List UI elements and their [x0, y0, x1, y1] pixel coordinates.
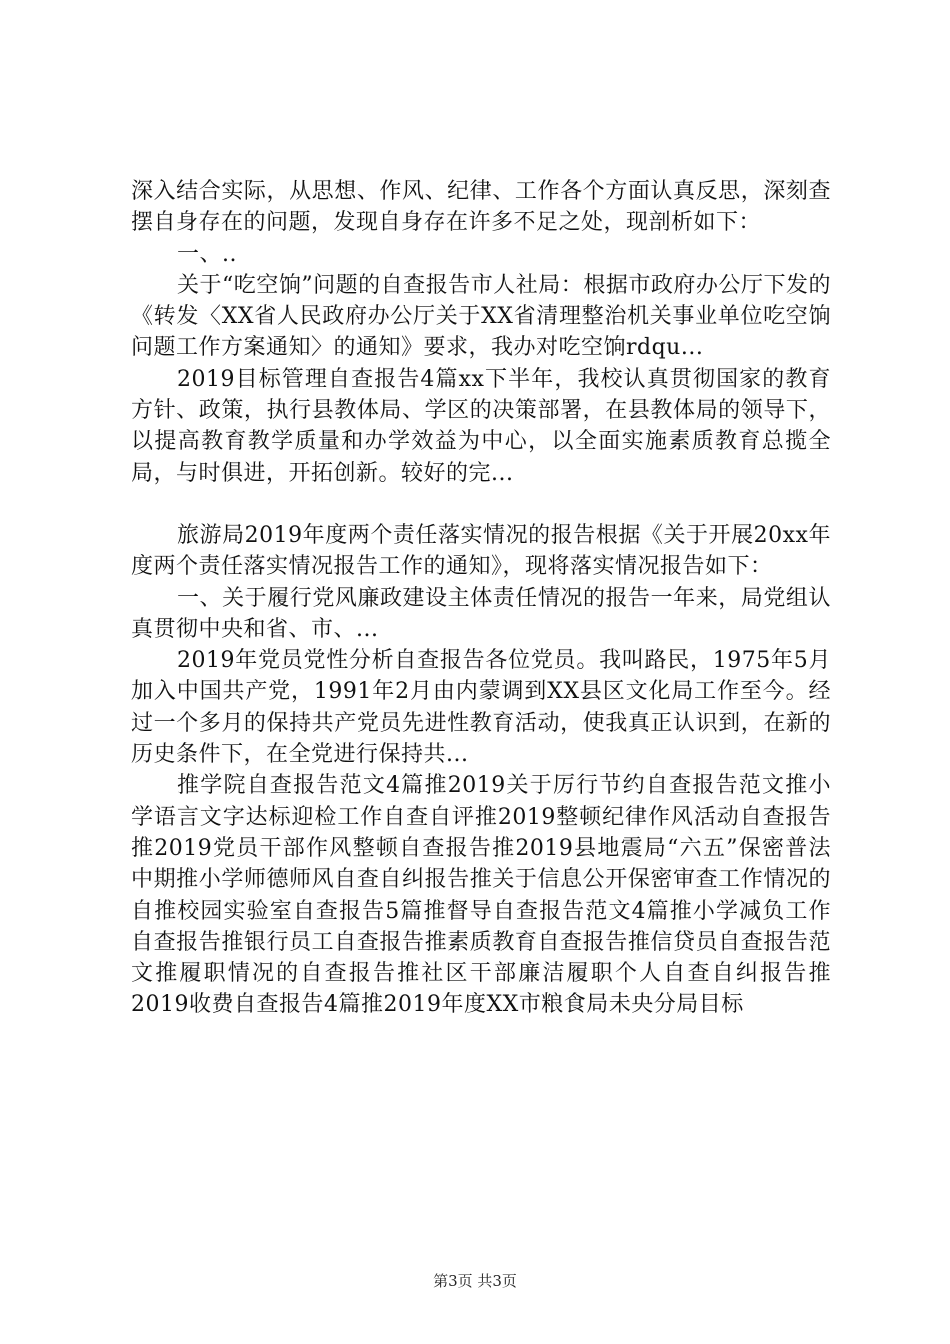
- paragraph-party-responsibility: 一、关于履行党风廉政建设主体责任情况的报告一年来，局党组认真贯彻中央和省、市、...: [131, 585, 831, 642]
- page-number-footer: 第3页 共3页: [433, 1272, 517, 1290]
- paragraph-tourism-bureau-report: 旅游局2019年度两个责任落实情况的报告根据《关于开展20xx年度两个责任落实情况报告工作的通知》，现将落实情况报告如下：: [131, 522, 831, 580]
- paragraph-party-member-analysis: 2019年党员党性分析自查报告各位党员。我叫路民，1975年5月加入中国共产党，1991年2月由内蒙调到XX县区文化局工作至今。经过一个多月的保持共产党员先进性教育活动，使我真正认识到，在新的历史条件下，在全党进行保持共...: [131, 648, 831, 768]
- paragraph-target-management-report: 2019目标管理自查报告4篇xx下半年，我校认真贯彻国家的教育方针、政策，执行县教体局、学区的决策部署，在县教体局的领导下，以提高教育教学质量和办学效益为中心，以全面实施素质教育总揽全局，与时俱进，开拓创新。较好的完...: [131, 366, 831, 486]
- document-body: [131, 176, 831, 1021]
- paragraph-intro: 深入结合实际，从思想、作风、纪律、工作各个方面认真反思，深刻查摆自身存在的问题，发现自身存在许多不足之处，现剖析如下：: [131, 179, 831, 236]
- paragraph-recommended-list: 推学院自查报告范文4篇推2019关于厉行节约自查报告范文推小学语言文字达标迎检工作自查自评推2019整顿纪律作风活动自查报告推2019党员干部作风整顿自查报告推2019县地震局“六五”保密普法中期推小学师德师风自查自纠报告推关于信息公开保密审查工作情况的自推校园实验室自查报告5篇推督导自查报告范文4篇推小学减负工作自查报告推银行员工自查报告推素质教育自查报告推信贷员自查报告范文推履职情况的自查报告推社区干部廉洁履职个人自查自纠报告推2019收费自查报告4篇推2019年度XX市粮食局未央分局目标: [131, 773, 831, 1018]
- paragraph-section-one: 一、..: [177, 241, 237, 267]
- paragraph-empty-salary-report: 关于“吃空饷”问题的自查报告市人社局：根据市政府办公厅下发的《转发〈XX省人民政府办公厅关于XX省清理整治机关事业单位吃空饷问题工作方案通知〉的通知》要求，我办对吃空饷rdqu...: [131, 272, 831, 361]
